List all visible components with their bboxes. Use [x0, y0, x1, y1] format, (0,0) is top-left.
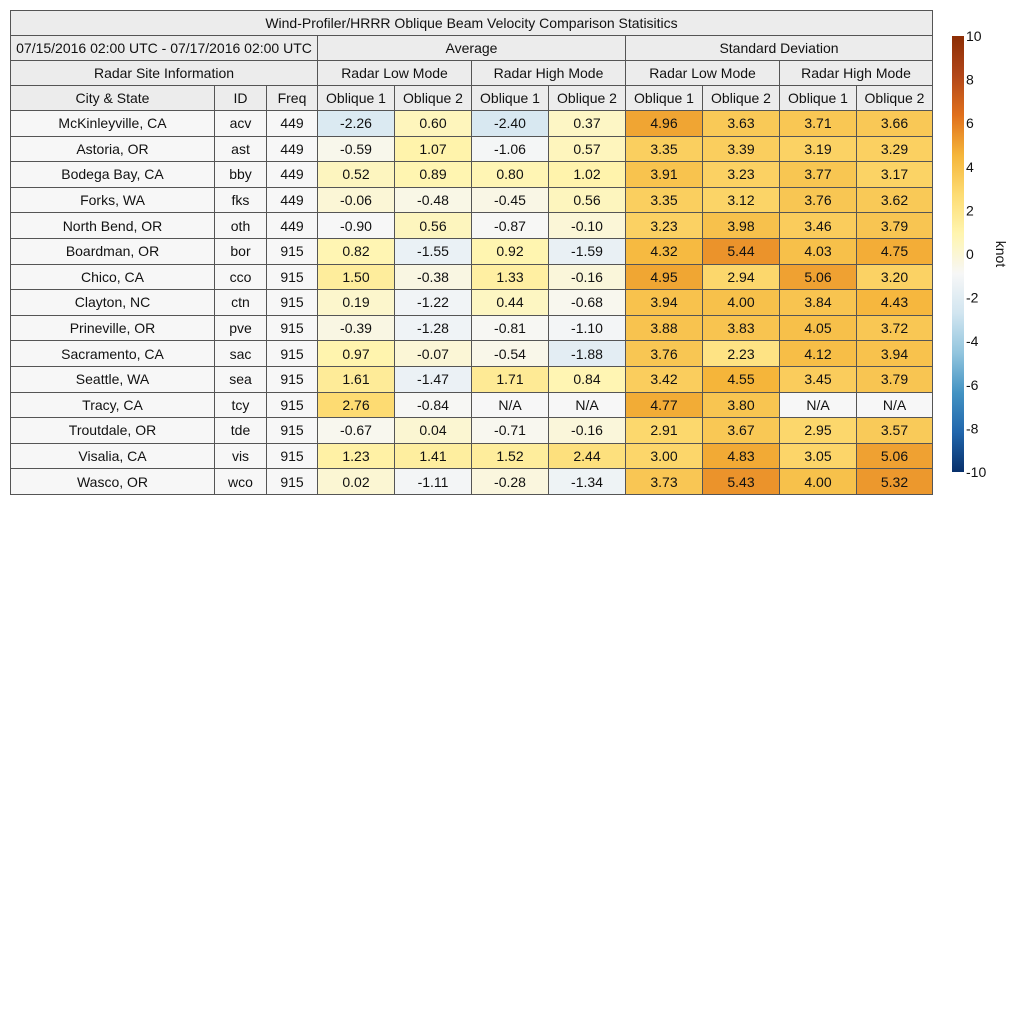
site-info-header: Radar Site Information — [11, 61, 318, 86]
freq-cell: 915 — [267, 418, 318, 444]
city-cell: Tracy, CA — [11, 392, 215, 418]
value-cell-std-high-2: N/A — [857, 392, 933, 418]
value-cell-avg-low-2: 1.07 — [395, 136, 472, 162]
value-cell-avg-low-2: 0.04 — [395, 418, 472, 444]
table-row — [11, 418, 933, 444]
city-cell: Boardman, OR — [11, 238, 215, 264]
value-cell-std-high-2: 3.62 — [857, 187, 933, 213]
value-cell-avg-high-2: -0.16 — [549, 264, 626, 290]
table-row — [11, 290, 933, 316]
column-header-freq: Freq — [267, 86, 318, 111]
value-cell-avg-low-2: -1.11 — [395, 469, 472, 495]
city-cell: McKinleyville, CA — [11, 111, 215, 137]
value-cell-avg-high-2: 1.02 — [549, 162, 626, 188]
value-cell-avg-low-1: 1.23 — [318, 443, 395, 469]
stats-table — [10, 10, 933, 495]
freq-cell: 915 — [267, 341, 318, 367]
colorbar-tick-label: 4 — [966, 158, 974, 175]
value-cell-avg-low-1: -0.67 — [318, 418, 395, 444]
value-cell-avg-low-2: 0.60 — [395, 111, 472, 137]
beam-header-avg-low-2: Oblique 2 — [395, 86, 472, 111]
table-row — [11, 162, 933, 188]
table-row — [11, 341, 933, 367]
table-title: Wind-Profiler/HRRR Oblique Beam Velocity Comparison Statisitics — [11, 11, 933, 36]
column-header-city: City & State — [11, 86, 215, 111]
beam-header-std-low-2: Oblique 2 — [703, 86, 780, 111]
colorbar-tick-label: -2 — [966, 289, 979, 306]
value-cell-std-low-1: 3.91 — [626, 162, 703, 188]
value-cell-avg-low-2: -1.22 — [395, 290, 472, 316]
value-cell-avg-low-2: -0.84 — [395, 392, 472, 418]
id-cell: pve — [215, 315, 267, 341]
value-cell-std-low-1: 2.91 — [626, 418, 703, 444]
table-row — [11, 136, 933, 162]
value-cell-avg-low-2: -1.47 — [395, 366, 472, 392]
mode-header-avg-high: Radar High Mode — [472, 61, 626, 86]
group-header-std-dev: Standard Deviation — [626, 36, 933, 61]
value-cell-std-high-1: N/A — [780, 392, 857, 418]
value-cell-avg-high-2: -1.88 — [549, 341, 626, 367]
value-cell-avg-low-1: -0.06 — [318, 187, 395, 213]
beam-header-std-high-2: Oblique 2 — [857, 86, 933, 111]
id-cell: bby — [215, 162, 267, 188]
value-cell-std-low-1: 3.00 — [626, 443, 703, 469]
city-cell: Visalia, CA — [11, 443, 215, 469]
value-cell-avg-low-2: -0.48 — [395, 187, 472, 213]
table-row — [11, 443, 933, 469]
value-cell-avg-high-1: 1.33 — [472, 264, 549, 290]
colorbar-tick-label: 6 — [966, 115, 974, 132]
id-cell: ast — [215, 136, 267, 162]
value-cell-std-low-1: 4.95 — [626, 264, 703, 290]
id-cell: bor — [215, 238, 267, 264]
value-cell-avg-low-1: -0.90 — [318, 213, 395, 239]
value-cell-avg-high-2: -1.10 — [549, 315, 626, 341]
value-cell-std-low-2: 5.43 — [703, 469, 780, 495]
value-cell-avg-low-1: -2.26 — [318, 111, 395, 137]
value-cell-avg-high-2: -0.16 — [549, 418, 626, 444]
freq-cell: 449 — [267, 111, 318, 137]
value-cell-avg-high-1: -0.81 — [472, 315, 549, 341]
value-cell-avg-high-1: -0.71 — [472, 418, 549, 444]
value-cell-std-high-1: 4.00 — [780, 469, 857, 495]
colorbar-tick-label: 10 — [966, 28, 982, 44]
value-cell-std-low-2: 3.63 — [703, 111, 780, 137]
id-cell: fks — [215, 187, 267, 213]
id-cell: wco — [215, 469, 267, 495]
value-cell-std-high-1: 3.84 — [780, 290, 857, 316]
value-cell-avg-high-2: 0.56 — [549, 187, 626, 213]
freq-cell: 915 — [267, 315, 318, 341]
value-cell-avg-low-1: -0.59 — [318, 136, 395, 162]
colorbar-tick-label: -8 — [966, 420, 979, 437]
colorbar — [944, 28, 1016, 484]
value-cell-avg-high-1: -0.54 — [472, 341, 549, 367]
value-cell-std-high-1: 4.12 — [780, 341, 857, 367]
mode-header-avg-low: Radar Low Mode — [318, 61, 472, 86]
value-cell-std-high-1: 3.46 — [780, 213, 857, 239]
value-cell-std-low-2: 4.83 — [703, 443, 780, 469]
value-cell-avg-high-2: -0.10 — [549, 213, 626, 239]
beam-header-avg-high-2: Oblique 2 — [549, 86, 626, 111]
value-cell-std-high-2: 3.20 — [857, 264, 933, 290]
value-cell-avg-high-1: -0.45 — [472, 187, 549, 213]
table-row — [11, 264, 933, 290]
value-cell-avg-high-2: 2.44 — [549, 443, 626, 469]
value-cell-std-high-2: 3.17 — [857, 162, 933, 188]
id-cell: tde — [215, 418, 267, 444]
colorbar-tick-label: -10 — [966, 464, 987, 480]
value-cell-std-low-1: 4.77 — [626, 392, 703, 418]
freq-cell: 915 — [267, 366, 318, 392]
value-cell-std-low-1: 3.23 — [626, 213, 703, 239]
group-header-average: Average — [318, 36, 626, 61]
value-cell-std-high-2: 3.79 — [857, 366, 933, 392]
colorbar-tick-label: 0 — [966, 246, 974, 262]
freq-cell: 449 — [267, 162, 318, 188]
value-cell-std-low-2: 2.23 — [703, 341, 780, 367]
freq-cell: 449 — [267, 213, 318, 239]
table-row — [11, 315, 933, 341]
date-range: 07/15/2016 02:00 UTC - 07/17/2016 02:00 UTC — [11, 36, 318, 61]
value-cell-avg-high-1: N/A — [472, 392, 549, 418]
value-cell-avg-low-1: 0.82 — [318, 238, 395, 264]
value-cell-std-low-1: 3.73 — [626, 469, 703, 495]
value-cell-avg-low-2: 1.41 — [395, 443, 472, 469]
value-cell-avg-high-1: 0.80 — [472, 162, 549, 188]
value-cell-std-high-2: 4.75 — [857, 238, 933, 264]
table-row — [11, 469, 933, 495]
table-row — [11, 238, 933, 264]
value-cell-avg-low-1: 1.61 — [318, 366, 395, 392]
value-cell-std-low-2: 3.12 — [703, 187, 780, 213]
id-cell: oth — [215, 213, 267, 239]
colorbar-tick-label: -6 — [966, 376, 979, 393]
value-cell-avg-low-2: 0.89 — [395, 162, 472, 188]
value-cell-avg-high-1: 1.71 — [472, 366, 549, 392]
freq-cell: 449 — [267, 136, 318, 162]
id-cell: cco — [215, 264, 267, 290]
value-cell-avg-low-1: -0.39 — [318, 315, 395, 341]
value-cell-std-low-2: 5.44 — [703, 238, 780, 264]
value-cell-std-high-2: 5.32 — [857, 469, 933, 495]
city-cell: Chico, CA — [11, 264, 215, 290]
city-cell: Bodega Bay, CA — [11, 162, 215, 188]
value-cell-avg-low-2: 0.56 — [395, 213, 472, 239]
freq-cell: 915 — [267, 290, 318, 316]
table-body — [11, 111, 933, 495]
mode-header-std-low: Radar Low Mode — [626, 61, 780, 86]
id-cell: vis — [215, 443, 267, 469]
city-cell: Sacramento, CA — [11, 341, 215, 367]
value-cell-avg-low-1: 0.52 — [318, 162, 395, 188]
table-row — [11, 187, 933, 213]
freq-cell: 915 — [267, 469, 318, 495]
colorbar-scale — [952, 36, 964, 472]
value-cell-avg-low-2: -0.38 — [395, 264, 472, 290]
value-cell-std-high-2: 3.29 — [857, 136, 933, 162]
value-cell-avg-high-1: 0.44 — [472, 290, 549, 316]
value-cell-std-low-1: 3.35 — [626, 136, 703, 162]
city-cell: Prineville, OR — [11, 315, 215, 341]
colorbar-tick-label: 8 — [966, 71, 974, 88]
value-cell-std-low-2: 3.23 — [703, 162, 780, 188]
value-cell-avg-low-1: 0.97 — [318, 341, 395, 367]
value-cell-std-high-1: 3.19 — [780, 136, 857, 162]
value-cell-avg-high-1: -0.28 — [472, 469, 549, 495]
table-row — [11, 111, 933, 137]
value-cell-avg-high-1: -2.40 — [472, 111, 549, 137]
freq-cell: 449 — [267, 187, 318, 213]
value-cell-std-low-2: 4.00 — [703, 290, 780, 316]
table-row — [11, 366, 933, 392]
value-cell-avg-low-1: 2.76 — [318, 392, 395, 418]
value-cell-std-high-1: 4.03 — [780, 238, 857, 264]
city-cell: Troutdale, OR — [11, 418, 215, 444]
value-cell-std-high-1: 3.45 — [780, 366, 857, 392]
value-cell-avg-high-2: -1.34 — [549, 469, 626, 495]
value-cell-std-low-1: 3.76 — [626, 341, 703, 367]
value-cell-std-low-2: 3.67 — [703, 418, 780, 444]
value-cell-avg-low-2: -1.55 — [395, 238, 472, 264]
id-cell: tcy — [215, 392, 267, 418]
value-cell-std-high-2: 3.72 — [857, 315, 933, 341]
value-cell-avg-high-2: -1.59 — [549, 238, 626, 264]
value-cell-std-low-2: 3.83 — [703, 315, 780, 341]
value-cell-std-low-2: 3.98 — [703, 213, 780, 239]
value-cell-std-high-1: 2.95 — [780, 418, 857, 444]
value-cell-avg-low-1: 0.02 — [318, 469, 395, 495]
value-cell-std-high-2: 3.66 — [857, 111, 933, 137]
value-cell-std-low-1: 4.96 — [626, 111, 703, 137]
value-cell-std-low-1: 3.42 — [626, 366, 703, 392]
value-cell-avg-high-2: -0.68 — [549, 290, 626, 316]
value-cell-avg-low-2: -0.07 — [395, 341, 472, 367]
value-cell-std-low-1: 3.94 — [626, 290, 703, 316]
value-cell-std-low-1: 3.35 — [626, 187, 703, 213]
freq-cell: 915 — [267, 392, 318, 418]
value-cell-std-low-2: 2.94 — [703, 264, 780, 290]
value-cell-avg-high-2: N/A — [549, 392, 626, 418]
value-cell-avg-high-2: 0.37 — [549, 111, 626, 137]
column-header-id: ID — [215, 86, 267, 111]
freq-cell: 915 — [267, 238, 318, 264]
colorbar-unit-label: knot — [993, 240, 1009, 268]
value-cell-avg-high-2: 0.57 — [549, 136, 626, 162]
table-row — [11, 392, 933, 418]
value-cell-avg-high-1: -1.06 — [472, 136, 549, 162]
city-cell: Forks, WA — [11, 187, 215, 213]
freq-cell: 915 — [267, 264, 318, 290]
value-cell-std-high-2: 4.43 — [857, 290, 933, 316]
value-cell-std-low-2: 4.55 — [703, 366, 780, 392]
city-cell: North Bend, OR — [11, 213, 215, 239]
colorbar-tick-label: -4 — [966, 333, 979, 350]
value-cell-std-low-2: 3.80 — [703, 392, 780, 418]
value-cell-std-low-1: 3.88 — [626, 315, 703, 341]
freq-cell: 915 — [267, 443, 318, 469]
beam-header-avg-low-1: Oblique 1 — [318, 86, 395, 111]
city-cell: Clayton, NC — [11, 290, 215, 316]
city-cell: Seattle, WA — [11, 366, 215, 392]
id-cell: sac — [215, 341, 267, 367]
value-cell-avg-high-2: 0.84 — [549, 366, 626, 392]
value-cell-avg-low-2: -1.28 — [395, 315, 472, 341]
id-cell: sea — [215, 366, 267, 392]
city-cell: Astoria, OR — [11, 136, 215, 162]
id-cell: acv — [215, 111, 267, 137]
city-cell: Wasco, OR — [11, 469, 215, 495]
colorbar-tick-label: 2 — [966, 202, 974, 219]
value-cell-std-low-1: 4.32 — [626, 238, 703, 264]
value-cell-std-high-1: 5.06 — [780, 264, 857, 290]
value-cell-std-high-2: 3.94 — [857, 341, 933, 367]
value-cell-std-high-1: 3.71 — [780, 111, 857, 137]
beam-header-std-low-1: Oblique 1 — [626, 86, 703, 111]
value-cell-avg-high-1: 1.52 — [472, 443, 549, 469]
value-cell-std-high-2: 3.57 — [857, 418, 933, 444]
id-cell: ctn — [215, 290, 267, 316]
value-cell-avg-low-1: 1.50 — [318, 264, 395, 290]
value-cell-std-high-2: 3.79 — [857, 213, 933, 239]
value-cell-std-high-2: 5.06 — [857, 443, 933, 469]
value-cell-std-high-1: 3.76 — [780, 187, 857, 213]
value-cell-avg-high-1: 0.92 — [472, 238, 549, 264]
value-cell-avg-high-1: -0.87 — [472, 213, 549, 239]
beam-header-std-high-1: Oblique 1 — [780, 86, 857, 111]
value-cell-avg-low-1: 0.19 — [318, 290, 395, 316]
value-cell-std-low-2: 3.39 — [703, 136, 780, 162]
beam-header-avg-high-1: Oblique 1 — [472, 86, 549, 111]
table-row — [11, 213, 933, 239]
value-cell-std-high-1: 4.05 — [780, 315, 857, 341]
value-cell-std-high-1: 3.05 — [780, 443, 857, 469]
mode-header-std-high: Radar High Mode — [780, 61, 933, 86]
value-cell-std-high-1: 3.77 — [780, 162, 857, 188]
